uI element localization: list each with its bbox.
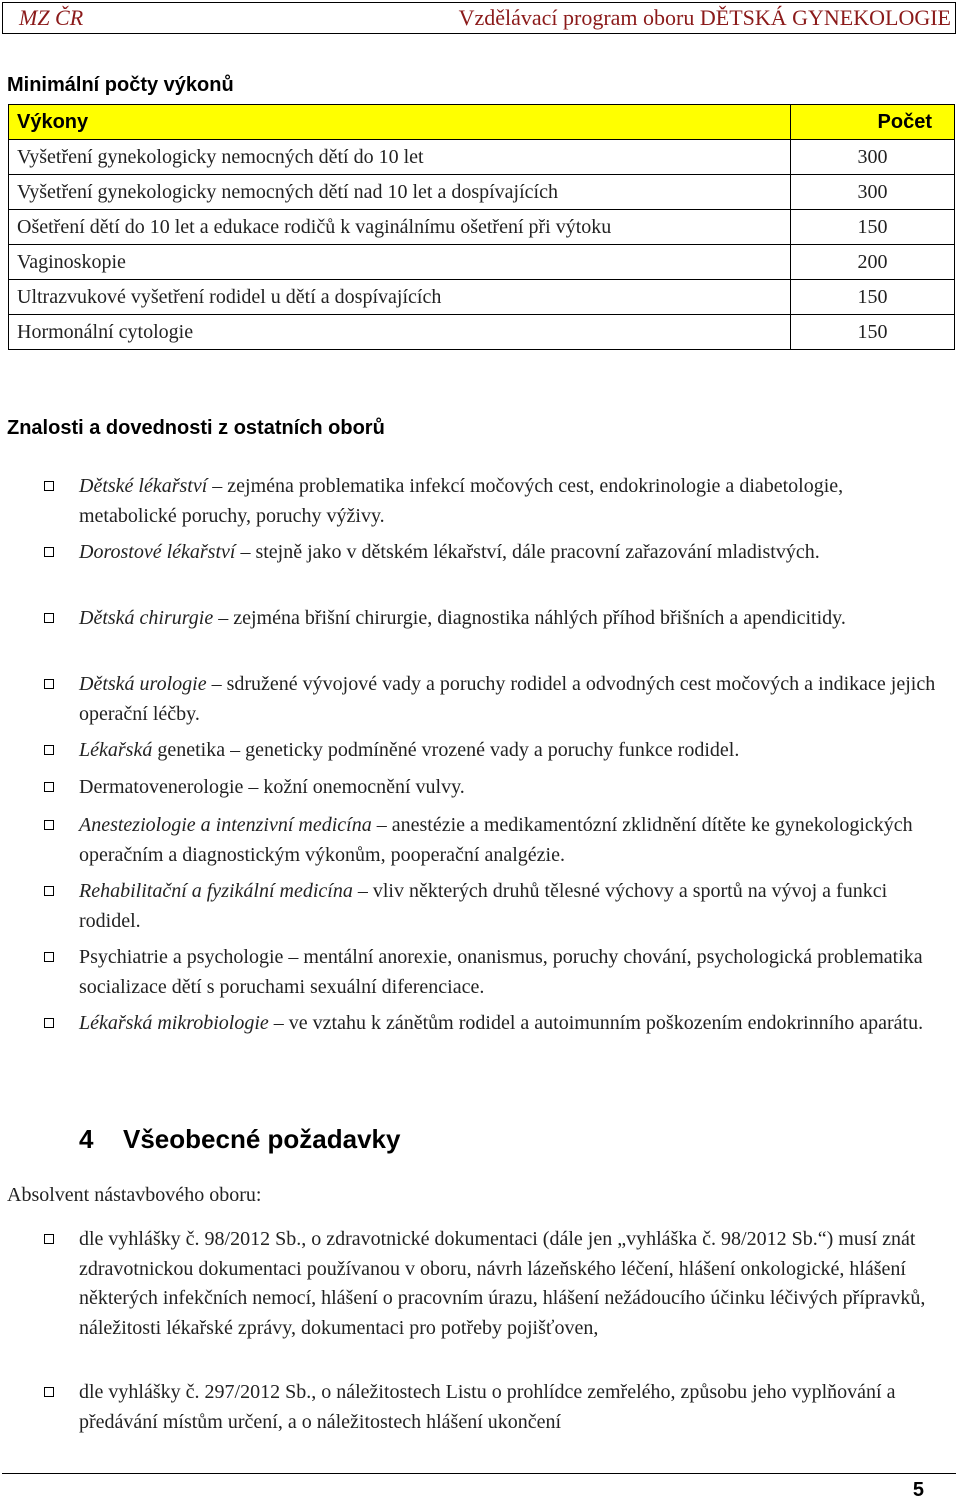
page-number: 5 (912, 1479, 924, 1501)
checkbox-bullet-icon (44, 1234, 54, 1244)
procedure-name: Ošetření dětí do 10 let a edukace rodičů k vaginálnímu ošetření při výtoku (9, 210, 791, 245)
field-description: – sdružené vývojové vady a poruchy rodidel a odvodných cest močových a indikace jejich operační léčby. (79, 673, 936, 725)
checkbox-bullet-icon (44, 1387, 54, 1397)
col-count: Počet (791, 105, 955, 140)
list-item-text (79, 604, 939, 634)
list-item-text (79, 1009, 939, 1039)
header-title: Vzdělávací program oboru DĚTSKÁ GYNEKOLOGIE (458, 5, 951, 30)
checkbox-bullet-icon (44, 613, 54, 623)
checkbox-bullet-icon (44, 745, 54, 755)
table-row (9, 210, 955, 245)
procedure-name: Vaginoskopie (9, 245, 791, 280)
field-name: Dětská chirurgie (79, 607, 214, 629)
field-description: – zejména problematika infekcí močových cest, endokrinologie a diabetologie, metabolické poruchy, poruchy výživy. (79, 475, 844, 527)
procedure-count: 300 (791, 175, 955, 210)
procedure-count: 150 (791, 210, 955, 245)
procedure-name: Ultrazvukové vyšetření rodidel u dětí a dospívajících (9, 280, 791, 315)
field-name: Rehabilitační a fyzikální medicína (79, 880, 353, 902)
procedure-name: Hormonální cytologie (9, 315, 791, 350)
knowledge-title: Znalosti a dovednosti z ostatních oborů (7, 417, 385, 439)
field-description: Dermatovenerologie – kožní onemocnění vulvy. (79, 776, 465, 798)
col-procedures: Výkony (9, 105, 791, 140)
list-item-text (79, 877, 939, 936)
header-left: MZ ČR (19, 5, 84, 30)
checkbox-bullet-icon (44, 820, 54, 830)
field-name: Dětské lékařství (79, 475, 208, 497)
list-item-text (79, 773, 939, 803)
procedure-name: Vyšetření gynekologicky nemocných dětí do 10 let (9, 140, 791, 175)
field-description: – zejména břišní chirurgie, diagnostika náhlých příhod břišních a apendicitidy. (213, 607, 846, 629)
list-item-text (79, 736, 939, 766)
list-item-text: dle vyhlášky č. 297/2012 Sb., o náležitostech Listu o prohlídce zemřelého, způsobu jeho vyplňování a předávání místům určení, a o náležitostech hlášení ukončení (79, 1381, 896, 1433)
list-item-text: dle vyhlášky č. 98/2012 Sb., o zdravotnické dokumentaci (dále jen „vyhláška č. 98/2012 Sb.“) musí znát zdravotnickou dokumentaci používanou v oboru, návrh lázeňského léčení, hlášení onkologické, hlášení některých infekčních nemocí, hlášení o pracovním úrazu, hlášení nežádoucího účinku léčivých přípravků, náležitosti lékařské zprávy, dokumentaci pro potřeby pojišťoven, (79, 1228, 926, 1339)
field-name: Dětská urologie (79, 673, 207, 695)
table-row (9, 245, 955, 280)
table-row (9, 175, 955, 210)
checkbox-bullet-icon (44, 886, 54, 896)
checkbox-bullet-icon (44, 679, 54, 689)
field-name: Lékařská mikrobiologie (79, 1012, 269, 1034)
section-title: Všeobecné požadavky (123, 1124, 401, 1154)
footer-divider (2, 1473, 956, 1474)
section-number: 4 (79, 1124, 94, 1154)
list-item-text (79, 670, 939, 729)
field-description: genetika – geneticky podmíněné vrozené vady a poruchy funkce rodidel. (157, 739, 740, 761)
min-counts-title: Minimální počty výkonů (7, 74, 234, 96)
table-row (9, 315, 955, 350)
table-row (9, 280, 955, 315)
section-4-heading (79, 1124, 400, 1155)
checkbox-bullet-icon (44, 547, 54, 557)
field-name: Anesteziologie a intenzivní medicína (79, 814, 372, 836)
procedure-count: 200 (791, 245, 955, 280)
checkbox-bullet-icon (44, 782, 54, 792)
procedure-name: Vyšetření gynekologicky nemocných dětí nad 10 let a dospívajících (9, 175, 791, 210)
field-description: – ve vztahu k zánětům rodidel a autoimunním poškozením endokrinního aparátu. (268, 1012, 924, 1034)
table-header-row (9, 105, 955, 140)
checkbox-bullet-icon (44, 952, 54, 962)
list-item-text (79, 472, 939, 531)
table-row (9, 140, 955, 175)
procedure-count: 150 (791, 315, 955, 350)
field-description: Psychiatrie a psychologie – mentální anorexie, onanismus, poruchy chování, psychologická problematika socializace dětí s poruchami sexuální diferenciace. (79, 946, 923, 998)
field-name: Lékařská (79, 739, 158, 761)
field-name: Dorostové lékařství (79, 541, 236, 563)
section-intro: Absolvent nástavbového oboru: (7, 1184, 262, 1206)
procedure-count: 150 (791, 280, 955, 315)
checkbox-bullet-icon (44, 481, 54, 491)
list-item-text (79, 811, 939, 870)
list-item-text (79, 538, 939, 568)
field-description: – stejně jako v dětském lékařství, dále pracovní zařazování mladistvých. (235, 541, 820, 563)
field-description: – anestézie a medikamentózní zklidnění dítěte ke gynekologických operačním a diagnostickým výkonům, pooperační analgézie. (79, 814, 913, 866)
checkbox-bullet-icon (44, 1018, 54, 1028)
list-item-text (79, 943, 939, 1002)
page-header (2, 2, 956, 34)
field-description: – vliv některých druhů tělesné výchovy a sportů na vývoj a funkci rodidel. (79, 880, 888, 932)
procedure-count: 300 (791, 140, 955, 175)
procedures-table (8, 104, 955, 350)
